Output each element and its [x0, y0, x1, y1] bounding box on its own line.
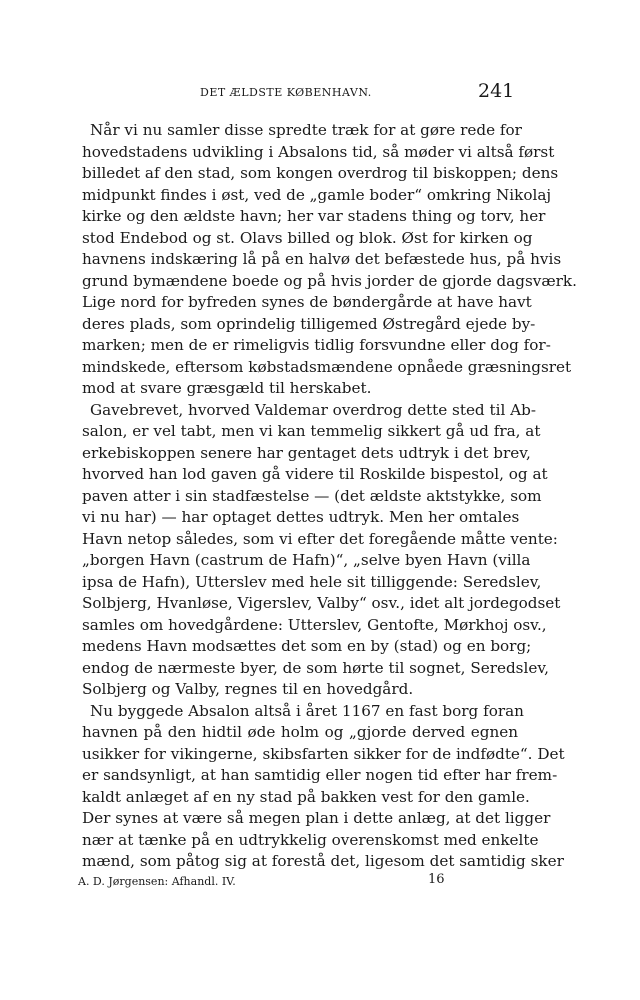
text-line: marken; men de er rimeligvis tidlig forsvundne eller dog for-	[82, 336, 551, 354]
text-line: mænd, som påtog sig at forestå det, ligesom det samtidig sker	[82, 852, 564, 870]
text-line: grund bymændene boede og på hvis jorder de gjorde dagsværk.	[82, 271, 577, 290]
text-line: usikker for vikingerne, skibsfarten sikker for de indfødte“. Det	[82, 744, 565, 763]
text-line: havnen på den hidtil øde holm og „gjorde derved egnen	[82, 723, 518, 741]
text-line: mindskede, eftersom købstadsmændene opnåede græsningsret	[82, 357, 572, 376]
text-line: hvorved han lod gaven gå videre til Roskilde bispestol, og at	[82, 465, 548, 483]
text-line: medens Havn modsættes det som en by (stad) og en borg;	[82, 637, 532, 655]
body-text	[82, 120, 577, 873]
signature-mark: A. D. Jørgensen: Afhandl. IV.	[78, 875, 236, 888]
text-line: „borgen Havn (castrum de Hafn)“, „selve byen Havn (villa	[82, 551, 531, 569]
text-line: hovedstadens udvikling i Absalons tid, så møder vi altså først	[82, 142, 555, 161]
text-line: kaldt anlæget af en ny stad på bakken vest for den gamle.	[82, 787, 530, 806]
sheet-number: 16	[428, 872, 445, 887]
text-line: havnens indskæring lå på en halvø det befæstede hus, på hvis	[82, 250, 562, 268]
text-line: billedet af den stad, som kongen overdrog til biskoppen; dens	[82, 164, 559, 182]
text-line: midpunkt findes i øst, ved de „gamle boder“ omkring Nikolaj	[82, 185, 552, 204]
text-line: mod at svare græsgæld til herskabet.	[82, 379, 372, 397]
text-line: er sandsynligt, at han samtidig eller nogen tid efter har frem-	[82, 766, 558, 784]
text-line: nær at tænke på en udtrykkelig overenskomst med enkelte	[82, 830, 539, 849]
text-line: ipsa de Hafn), Utterslev med hele sit tilliggende: Seredslev,	[82, 572, 542, 591]
text-line: vi nu har) — har optaget dettes udtryk. Men her omtales	[82, 508, 520, 526]
text-line: salon, er vel tabt, men vi kan temmelig sikkert gå ud fra, at	[82, 422, 541, 440]
text-line: erkebiskoppen senere har gentaget dets udtryk i det brev,	[82, 443, 531, 462]
text-line: kirke og den ældste havn; her var stadens thing og torv, her	[82, 207, 546, 225]
text-line: Når vi nu samler disse spredte træk for at gøre rede for	[90, 121, 522, 139]
page-number: 241	[478, 80, 515, 102]
text-line: Solbjerg og Valby, regnes til en hovedgård.	[82, 680, 414, 698]
text-line: Lige nord for byfreden synes de bøndergårde at have havt	[82, 293, 532, 311]
text-line: Der synes at være så megen plan i dette anlæg, at det ligger	[82, 809, 551, 827]
text-line: Nu byggede Absalon altså i året 1167 en fast borg foran	[90, 701, 524, 720]
running-title: DET ÆLDSTE KØBENHAVN.	[200, 86, 372, 99]
text-line: stod Endebod og st. Olavs billed og blok. Øst for kirken og	[82, 228, 533, 247]
text-line: Gavebrevet, hvorved Valdemar overdrog dette sted til Ab-	[90, 400, 536, 419]
text-line: deres plads, som oprindelig tilligemed Østregård ejede by-	[82, 314, 536, 333]
text-line: Havn netop således, som vi efter det foregående måtte vente:	[82, 529, 558, 548]
text-line: samles om hovedgårdene: Utterslev, Gentofte, Mørkhoj osv.,	[82, 615, 547, 634]
text-line: Solbjerg, Hvanløse, Vigerslev, Valby“ osv., idet alt jordegodset	[82, 594, 561, 612]
text-line: endog de nærmeste byer, de som hørte til sognet, Seredslev,	[82, 658, 549, 677]
text-line: paven atter i sin stadfæstelse — (det ældste aktstykke, som	[82, 486, 542, 505]
